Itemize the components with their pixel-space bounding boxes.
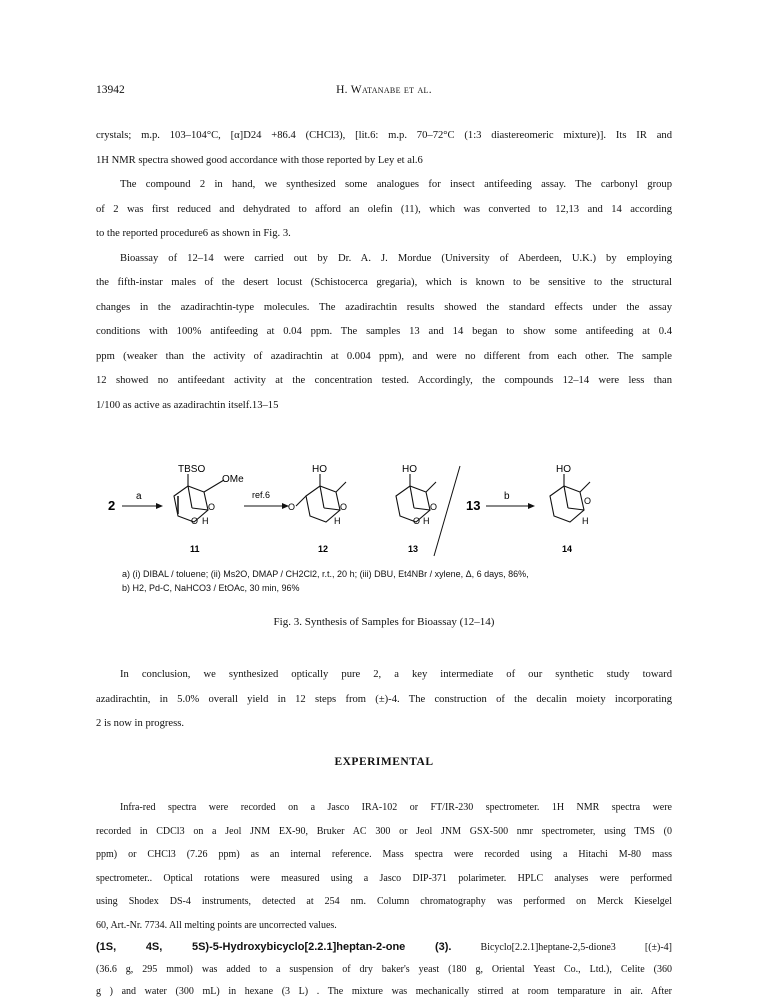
- compound-12-label: 12: [318, 544, 329, 554]
- compound-13-label: 13: [408, 544, 419, 554]
- text-line: 2 is now in progress.: [96, 718, 184, 729]
- o-label: O: [584, 496, 592, 506]
- text-line: the fifth-instar males of the desert locust (Schistocerca gregaria), which is known to be sensitive to the structural: [96, 277, 672, 288]
- o-label: O: [191, 516, 199, 526]
- text-line: Infra-red spectra were recorded on a Jasco IRA-102 or FT/IR-230 spectrometer. 1H NMR spectra were: [120, 802, 672, 813]
- intro-paragraph: [96, 124, 672, 418]
- reaction-scheme: [96, 452, 672, 562]
- h-label: H: [202, 516, 209, 526]
- h-label: H: [423, 516, 430, 526]
- ome-label: OMe: [222, 474, 244, 485]
- text-line: changes in the azadirachtin-type molecules. The azadirachtin results showed the standard effects under the assay: [96, 301, 672, 313]
- arrow-b-head: [528, 503, 535, 509]
- h-label: H: [582, 516, 589, 526]
- tbso-label: TBSO: [178, 464, 206, 475]
- text-line: (36.6 g, 295 mmol) was added to a suspension of dry baker's yeast (180 g, Oriental Yeast Co., Ltd.), Celite (360: [96, 964, 672, 975]
- text-line: 12 showed no antifeedant activity at the concentration tested. Accordingly, the compounds 12–14 were less than: [96, 375, 672, 386]
- ho-label: HO: [312, 464, 327, 475]
- o-label: O: [288, 502, 296, 512]
- text-line: of 2 was first reduced and dehydrated to afford an olefin (11), which was converted to 12,13 and 14 according: [96, 203, 672, 215]
- running-head: H. Watanabe et al.: [336, 84, 432, 96]
- text-line: ppm) or CHCl3 (7.26 ppm) as an internal reference. Mass spectra were recorded using a Hitachi M-80 mass: [96, 849, 672, 860]
- experimental-paragraph: [96, 796, 672, 937]
- procedure-line: [96, 936, 672, 959]
- text-line: to the reported procedure6 as shown in Fig. 3.: [96, 228, 291, 239]
- text-line: crystals; m.p. 103–104°C, [α]D24 +86.4 (CHCl3), [lit.6: m.p. 70–72°C (1:3 diastereomeric mixture)]. Its IR and: [96, 130, 672, 141]
- conclusion-paragraph: [96, 663, 672, 737]
- arrow-a-head: [156, 503, 163, 509]
- text-line: Bioassay of 12–14 were carried out by Dr. A. J. Mordue (University of Aberdeen, U.K.) by employing: [120, 252, 672, 264]
- text-line: spectrometer.. Optical rotations were measured using a Jasco DIP-371 polarimeter. HPLC analyses were performed: [96, 872, 672, 884]
- ref-label: ref.6: [252, 490, 271, 500]
- text-line: azadirachtin, in 5.0% overall yield in 12 steps from (±)-4. The construction of the decalin moiety incorporating: [96, 693, 672, 705]
- page-number: 13942: [96, 84, 125, 96]
- section-heading: EXPERIMENTAL: [334, 756, 434, 768]
- text-line: 1H NMR spectra showed good accordance with those reported by Ley et al.6: [96, 154, 423, 166]
- o-label: O: [340, 502, 348, 512]
- o-label: O: [430, 502, 438, 512]
- procedure-title: (1S, 4S, 5S)-5-Hydroxybicyclo[2.2.1]heptan-2-one (3).: [96, 941, 452, 953]
- arrow-a-label: a: [136, 491, 142, 502]
- structure-13: [396, 474, 436, 522]
- h-label: H: [334, 516, 341, 526]
- text-line: 60, Art.-Nr. 7734. All melting points are uncorrected values.: [96, 919, 337, 931]
- o-label: O: [208, 502, 216, 512]
- text-line: recorded in CDCl3 on a Jeol JNM EX-90, Bruker AC 300 or Jeol JNM GSX-500 nmr spectrometer, using TMS (0: [96, 825, 672, 837]
- text-line: using Shodex DS-4 instruments, detected at 254 nm. Column chromatography was performed on Merck Kieselgel: [96, 896, 672, 907]
- compound-14-label: 14: [562, 544, 573, 554]
- ho-label: HO: [556, 464, 571, 475]
- procedure-paragraph: [96, 936, 672, 1003]
- arrow-b-label: b: [504, 491, 510, 502]
- text-line: g ) and water (300 mL) in hexane (3 L) . The mixture was mechanically stirred at room temparature in air. After: [96, 986, 672, 997]
- text-line: In conclusion, we synthesized optically pure 2, a key intermediate of our synthetic study toward: [120, 669, 672, 680]
- scheme-footnote-b: b) H2, Pd-C, NaHCO3 / EtOAc, 30 min, 96%: [122, 583, 300, 593]
- compound-2-label: 2: [108, 498, 116, 513]
- scheme-footnote-a: a) (i) DIBAL / toluene; (ii) Ms2O, DMAP / CH2Cl2, r.t., 20 h; (iii) DBU, Et4NBr / xylene, Δ, 6 days, 86%,: [122, 569, 529, 579]
- text-line: ppm (weaker than the activity of azadirachtin at 0.004 ppm), and were no different from each other. The sample: [96, 350, 672, 362]
- ho-label: HO: [402, 464, 417, 475]
- separator-slash: [434, 466, 460, 556]
- structure-11: [174, 474, 224, 522]
- figure-caption: Fig. 3. Synthesis of Samples for Bioassay (12–14): [273, 616, 495, 628]
- o-label: O: [413, 516, 421, 526]
- compound-11-label: 11: [190, 544, 200, 554]
- compound-13-start: 13: [466, 498, 481, 513]
- procedure-text: Bicyclo[2.2.1]heptane-2,5-dione3 [(±)-4]: [480, 942, 673, 953]
- text-line: conditions with 100% antifeeding at 0.04 ppm. The samples 13 and 14 began to show some antifeeding at 0.4: [96, 326, 672, 337]
- text-line: 1/100 as active as azadirachtin itself.13–15: [96, 399, 279, 411]
- text-line: The compound 2 in hand, we synthesized some analogues for insect antifeeding assay. The carbonyl group: [120, 179, 672, 190]
- structure-12: [296, 474, 346, 522]
